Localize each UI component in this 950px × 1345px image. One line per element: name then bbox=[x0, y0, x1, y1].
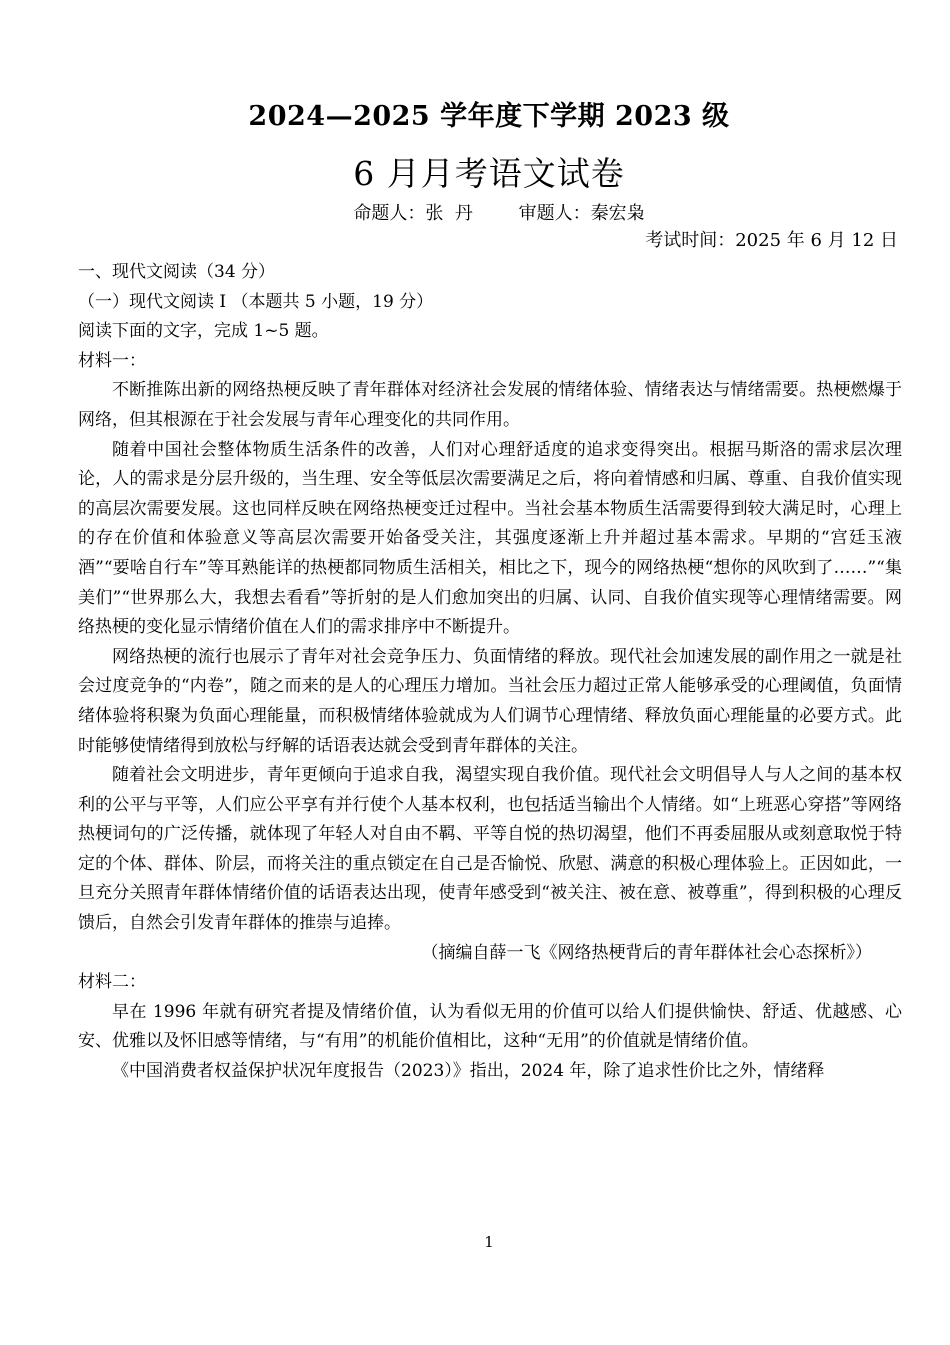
exam-authors: 命题人：张 丹 审题人：秦宏枭 bbox=[353, 203, 645, 224]
paragraph: 《中国消费者权益保护状况年度报告（2023）》指出，2024 年，除了追求性价比之外，情绪释 bbox=[112, 1061, 825, 1082]
exam-subtitle: 6 月月考语文试卷 bbox=[353, 154, 625, 193]
exam-body bbox=[78, 258, 902, 1087]
page-number: 1 bbox=[484, 1233, 494, 1251]
exam-title: 2024—2025 学年度下学期 2023 级 bbox=[248, 101, 730, 132]
material-label: 材料二： bbox=[78, 972, 146, 993]
paragraph: 随着社会文明进步，青年更倾向于追求自我，渴望实现自我价值。现代社会文明倡导人与人之间的基本权利的公平与平等，人们应公平享有并行使个人基本权利，也包括适当输出个人情绪。如“上班恶心穿搭”等网络热梗词句的广泛传播，就体现了年轻人对自由不羁、平等自悦的热切渴望，他们不再委屈服从或刻意取悦于特定的个体、群体、阶层，而将关注的重点锁定在自己是否愉悦、欣慰、满意的积极心理体验上。正因如此，一旦充分关照青年群体情绪价值的话语表达出现，使青年感受到“被关注、被在意、被尊重”，得到积极的心理反馈后，自然会引发青年群体的推崇与追捧。 bbox=[78, 765, 902, 934]
paragraph: 网络热梗的流行也展示了青年对社会竞争压力、负面情绪的释放。现代社会加速发展的副作用之一就是社会过度竞争的“内卷”，随之而来的是人的心理压力增加。当社会压力超过正常人能够承受的心理阈值，负面情绪体验将积聚为负面心理能量，而积极情绪体验就成为人们调节心理情绪、释放负面心理能量的必要方式。此时能够使情绪得到放松与纾解的话语表达就会受到青年群体的关注。 bbox=[78, 646, 902, 756]
material-label: 材料一： bbox=[78, 350, 146, 371]
source-citation: （摘编自薛一飞《网络热梗背后的青年群体社会心态探析》） bbox=[421, 942, 872, 963]
paragraph: 不断推陈出新的网络热梗反映了青年群体对经济社会发展的情绪体验、情绪表达与情绪需要。热梗燃爆于网络，但其根源在于社会发展与青年心理变化的共同作用。 bbox=[78, 380, 902, 430]
paragraph: 早在 1996 年就有研究者提及情绪价值，认为看似无用的价值可以给人们提供愉快、舒适、优越感、心安、优雅以及怀旧感等情绪，与“有用”的机能价值相比，这种“无用”的价值就是情绪价值。 bbox=[78, 1001, 902, 1052]
exam-time: 考试时间：2025 年 6 月 12 日 bbox=[645, 230, 898, 251]
paragraph: 随着中国社会整体物质生活条件的改善，人们对心理舒适度的追求变得突出。根据马斯洛的需求层次理论，人的需求是分层升级的，当生理、安全等低层次需要满足之后，将向着情感和归属、尊重、自我价值实现的高层次需要发展。这也同样反映在网络热梗变迁过程中。当社会基本物质生活需要得到较大满足时，心理上的存在价值和体验意义等高层次需要开始备受关注，其强度逐渐上升并超过基本需求。早期的“宫廷玉液酒”“要啥自行车”等耳熟能详的热梗都同物质生活相关，相比之下，现今的网络热梗“想你的风吹到了……”“集美们”“世界那么大，我想去看看”等折射的是人们愈加突出的归属、认同、自我价值实现等心理情绪需要。网络热梗的变化显示情绪价值在人们的需求排序中不断提升。 bbox=[78, 439, 902, 638]
subsection-heading: （一）现代文阅读 Ⅰ （本题共 5 小题，19 分） bbox=[78, 291, 434, 312]
section-heading: 一、现代文阅读（34 分） bbox=[78, 262, 276, 282]
reading-instruction: 阅读下面的文字，完成 1~5 题。 bbox=[78, 321, 329, 342]
